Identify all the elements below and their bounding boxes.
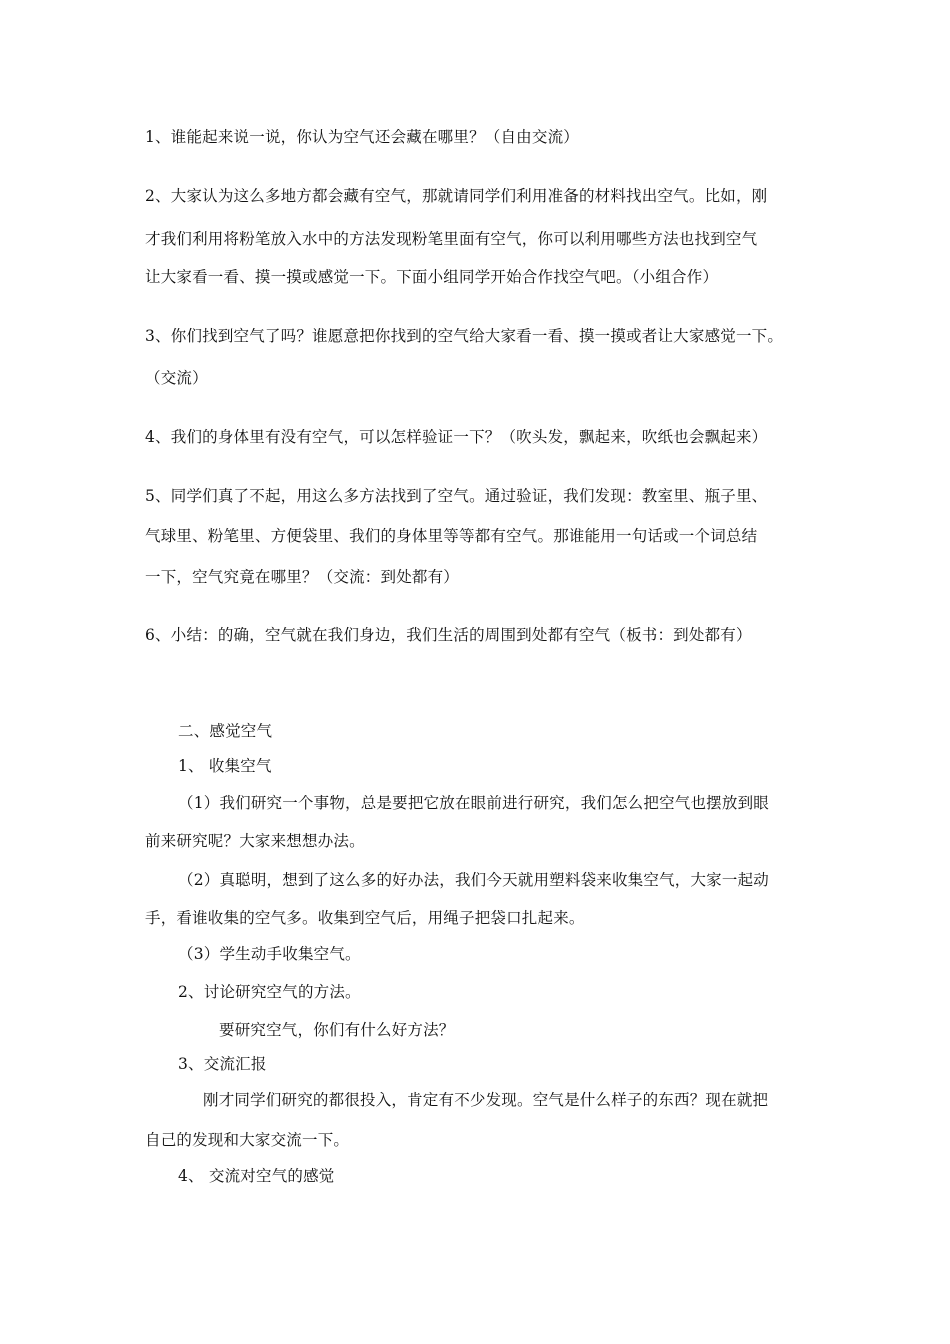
item-5-line-3: 一下，空气究竟在哪里？（交流：到处都有） — [145, 568, 460, 586]
subsection-1-title: 1、 收集空气 — [178, 757, 272, 775]
subsection-1-p1-line-1: （1）我们研究一个事物，总是要把它放在眼前进行研究，我们怎么把空气也摆放到眼 — [178, 794, 769, 812]
subsection-3-body-line-1: 刚才同学们研究的都很投入，肯定有不少发现。空气是什么样子的东西？现在就把 — [203, 1091, 769, 1109]
subsection-4-title: 4、 交流对空气的感觉 — [178, 1167, 335, 1185]
subsection-3-title: 3、交流汇报 — [178, 1055, 267, 1073]
subsection-2-title: 2、讨论研究空气的方法。 — [178, 983, 361, 1001]
item-5-line-2: 气球里、粉笔里、方便袋里、我们的身体里等等都有空气。那谁能用一句话或一个词总结 — [145, 527, 758, 545]
subsection-1-p2-line-1: （2）真聪明，想到了这么多的好办法，我们今天就用塑料袋来收集空气，大家一起动 — [178, 871, 769, 889]
item-2-line-2: 才我们利用将粉笔放入水中的方法发现粉笔里面有空气，你可以利用哪些方法也找到空气 — [145, 230, 758, 248]
item-3-line-1: 3、你们找到空气了吗？谁愿意把你找到的空气给大家看一看、摸一摸或者让大家感觉一下。 — [145, 327, 784, 345]
item-2-line-3: 让大家看一看、摸一摸或感觉一下。下面小组同学开始合作找空气吧。（小组合作） — [145, 268, 719, 286]
subsection-3-body-line-2: 自己的发现和大家交流一下。 — [145, 1131, 350, 1149]
section-heading: 二、感觉空气 — [178, 722, 273, 740]
item-4: 4、我们的身体里有没有空气，可以怎样验证一下？（吹头发，飘起来，吹纸也会飘起来） — [145, 428, 768, 446]
item-5-line-1: 5、同学们真了不起，用这么多方法找到了空气。通过验证，我们发现：教室里、瓶子里、 — [145, 487, 768, 505]
item-6: 6、小结：的确，空气就在我们身边，我们生活的周围到处都有空气（板书：到处都有） — [145, 626, 752, 644]
subsection-1-p3: （3）学生动手收集空气。 — [178, 945, 361, 963]
subsection-2-body: 要研究空气，你们有什么好方法？ — [219, 1021, 455, 1039]
item-1: 1、谁能起来说一说，你认为空气还会藏在哪里？（自由交流） — [145, 128, 579, 146]
item-3-line-2: （交流） — [145, 369, 208, 387]
subsection-1-p1-line-2: 前来研究呢？大家来想想办法。 — [145, 832, 365, 850]
subsection-1-p2-line-2: 手，看谁收集的空气多。收集到空气后，用绳子把袋口扎起来。 — [145, 909, 585, 927]
item-2-line-1: 2、大家认为这么多地方都会藏有空气，那就请同学们利用准备的材料找出空气。比如，刚 — [145, 187, 768, 205]
